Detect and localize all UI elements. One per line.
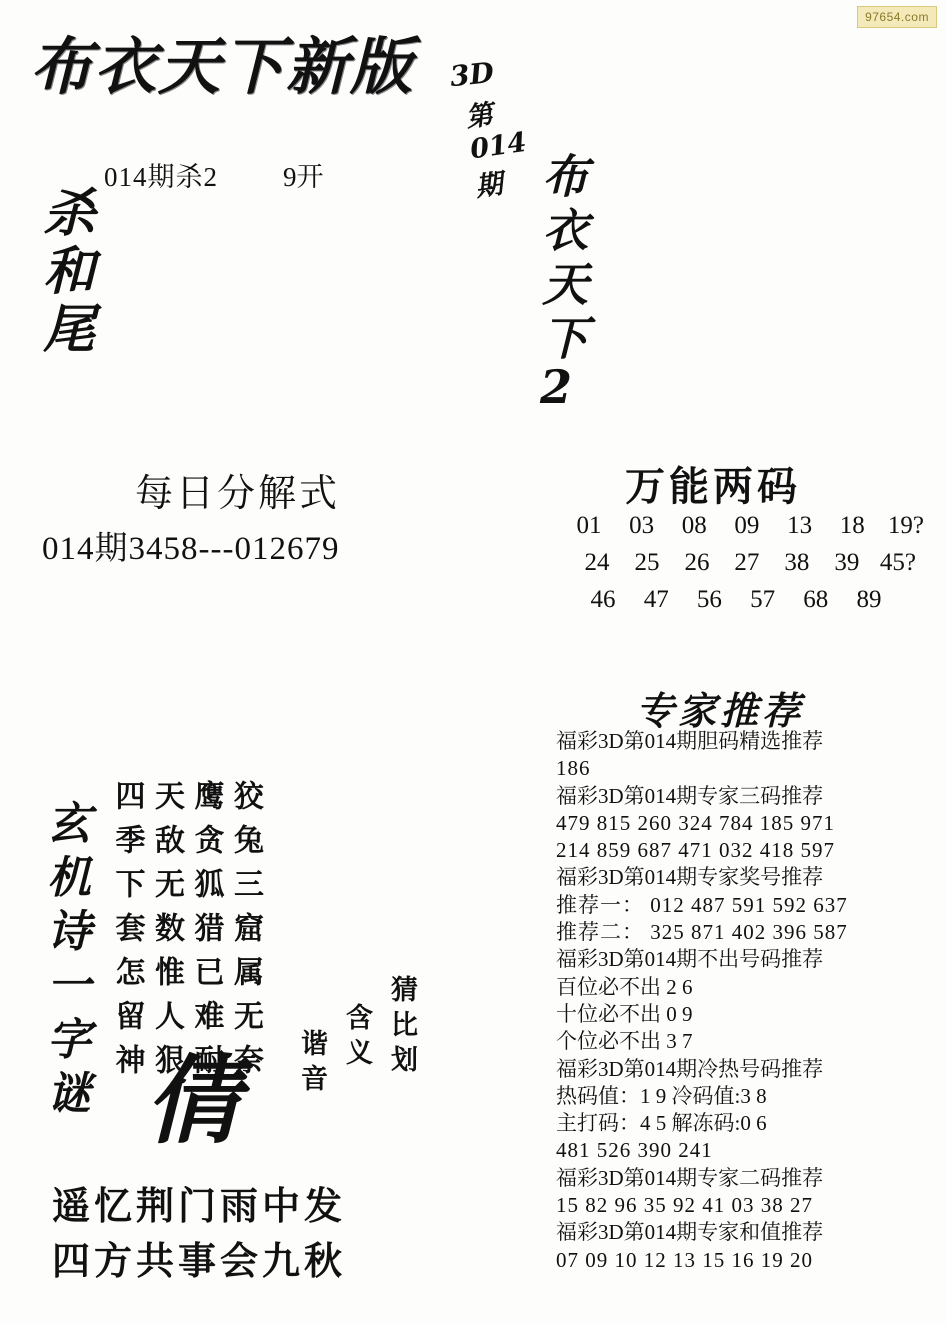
expert-recommendation-list <box>556 728 936 1274</box>
riddle-section-label: 玄机诗一字谜 <box>39 800 90 1124</box>
universal-cell: 39 <box>834 549 860 576</box>
daily-formula-value: 014期3458---012679 <box>42 531 340 567</box>
expert-line: 214 859 687 471 032 418 597 <box>556 838 835 863</box>
expert-line: 福彩3D第014期胆码精选推荐 <box>556 729 824 753</box>
universal-cell: 09 <box>734 512 760 539</box>
riddle-hint: 含义 <box>341 1003 372 1073</box>
riddle-poem-line: 鹰贪狐猎已难耐 <box>188 780 224 1088</box>
expert-line: 07 09 10 12 13 15 16 19 20 <box>556 1247 813 1272</box>
expert-line: 福彩3D第014期专家二码推荐 <box>556 1165 824 1190</box>
couplet-line-1: 遥忆荆门雨中发 <box>52 1186 347 1228</box>
expert-line: 热码值：1 9 冷码值:3 8 <box>556 1083 767 1108</box>
expert-line: 十位必不出 0 9 <box>556 1001 693 1026</box>
universal-cell: 26 <box>684 549 710 576</box>
expert-line: 推荐一： 012 487 591 592 637 <box>556 892 848 917</box>
daily-formula-title: 每日分解式 <box>135 473 341 515</box>
universal-cell: 19? <box>887 512 924 539</box>
expert-section-title: 专家推荐 <box>636 688 805 733</box>
universal-cell: 47 <box>643 586 669 613</box>
universal-cell: 01 <box>576 512 602 539</box>
page-title: 布衣天下新版 <box>30 30 415 103</box>
universal-row <box>568 512 928 540</box>
universal-cell: 57 <box>750 586 776 613</box>
kill-sum-tail-label: 杀和尾 <box>33 185 95 359</box>
riddle-poem-line: 四季下套怎留神 <box>109 780 145 1088</box>
expert-line: 福彩3D第014期冷热号码推荐 <box>556 1056 824 1081</box>
lottery-type-label: 3D <box>448 55 496 94</box>
expert-line: 百位必不出 2 6 <box>556 974 693 999</box>
universal-cell: 03 <box>629 512 655 539</box>
expert-line: 福彩3D第014期不出号码推荐 <box>556 947 824 972</box>
universal-cell: 68 <box>803 586 829 613</box>
riddle-poem-line: 天敌无数惟人狠 <box>149 780 184 1088</box>
riddle-hint: 谐音 <box>296 1029 327 1099</box>
universal-cell: 25 <box>634 549 660 576</box>
riddle-answer-character: 倩 <box>145 1044 241 1157</box>
brand-vertical-number: 2 <box>540 360 573 414</box>
universal-cell: 18 <box>839 512 865 539</box>
universal-two-codes-title: 万能两码 <box>625 464 801 509</box>
expert-line: 15 82 96 35 92 41 03 38 27 <box>556 1193 813 1218</box>
universal-cell: 45? <box>879 549 916 576</box>
brand-vertical-title: 布衣天下 <box>535 152 590 368</box>
expert-line: 福彩3D第014期专家奖号推荐 <box>556 865 824 890</box>
open-number-label: 9开 <box>283 162 324 192</box>
kill-number-line: 014期杀2 <box>104 162 218 192</box>
universal-two-codes-grid <box>568 512 928 623</box>
expert-line: 186 <box>556 756 591 781</box>
watermark-badge: 97654.com <box>857 6 937 28</box>
riddle-poem-line: 狡兔三窟属无奈 <box>228 780 263 1088</box>
riddle-hints <box>292 975 421 1099</box>
expert-line: 479 815 260 324 784 185 971 <box>556 810 835 835</box>
expert-line: 481 526 390 241 <box>556 1138 713 1163</box>
universal-cell: 89 <box>856 586 882 613</box>
expert-line: 推荐二： 325 871 402 396 587 <box>556 920 848 945</box>
expert-line: 福彩3D第014期专家三码推荐 <box>556 783 824 808</box>
universal-cell: 46 <box>590 586 616 613</box>
couplet-line-2: 四方共事会九秋 <box>52 1241 347 1284</box>
expert-line: 主打码：4 5 解冻码:0 6 <box>556 1111 767 1136</box>
universal-cell: 27 <box>734 549 760 576</box>
riddle-hint: 猜比划 <box>386 975 417 1080</box>
universal-cell: 24 <box>584 549 610 576</box>
couplet <box>52 1180 346 1290</box>
expert-line: 福彩3D第014期专家和值推荐 <box>556 1220 824 1245</box>
universal-row <box>568 586 910 614</box>
universal-cell: 38 <box>784 549 810 576</box>
universal-cell: 56 <box>696 586 722 613</box>
universal-row <box>568 549 928 577</box>
universal-cell: 08 <box>681 512 707 539</box>
expert-line: 个位必不出 3 7 <box>556 1029 693 1054</box>
universal-cell: 13 <box>787 512 813 539</box>
issue-label: 第014期 <box>463 99 529 204</box>
